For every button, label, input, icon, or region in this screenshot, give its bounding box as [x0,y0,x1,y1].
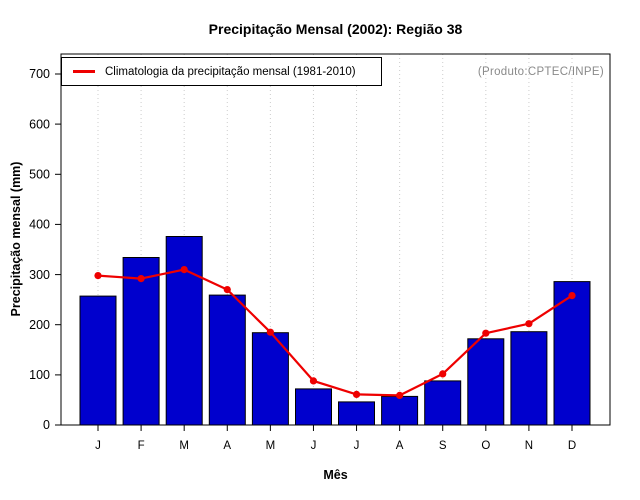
x-tick-label: A [223,440,232,452]
bar [382,396,418,425]
x-tick-label: J [310,440,317,452]
climatology-point [525,320,532,327]
y-tick-label: 0 [43,418,50,433]
bar [209,295,245,425]
climatology-point [267,329,274,336]
bar [166,237,202,426]
x-tick-label: N [524,440,534,452]
climatology-point [439,370,446,377]
y-tick-label: 300 [29,267,50,282]
y-tick-label: 500 [29,167,50,182]
climatology-point [568,292,575,299]
product-credit: (Produto:CPTEC/INPE) [477,66,604,78]
bar [339,402,375,425]
climatology-point [396,392,403,399]
climatology-point [94,272,101,279]
climatology-point [482,330,489,337]
y-tick-label: 100 [29,368,50,383]
x-tick-label: M [265,440,276,452]
climatology-point [181,266,188,273]
x-tick-label: J [95,440,101,452]
climatology-point [224,286,231,293]
bar [123,258,159,426]
bar [511,332,547,425]
y-tick-label: 400 [29,217,50,232]
chart-title: Precipitação Mensal (2002): Região 38 [208,21,463,37]
y-tick-label: 700 [29,67,50,82]
legend-label: Climatologia da precipitação mensal (1981-2010) [105,65,356,78]
bar [296,389,332,425]
y-tick-label: 600 [29,117,50,132]
climatology-point [353,391,360,398]
bar [80,296,116,425]
x-tick-label: J [353,440,360,452]
legend [61,57,382,86]
legend-line-swatch-icon [73,70,95,73]
y-tick-label: 200 [29,317,50,332]
x-tick-label: A [395,440,404,452]
climatology-point [137,275,144,282]
bar [425,381,461,425]
x-tick-label: O [481,440,491,452]
x-tick-label: S [438,440,447,452]
x-axis-title: Mês [323,468,348,482]
x-tick-label: F [137,440,145,452]
climatology-point [310,377,317,384]
bar [468,339,504,425]
y-axis-title: Precipitação mensal (mm) [9,161,23,317]
x-tick-label: M [179,440,189,452]
x-tick-label: D [567,440,577,452]
